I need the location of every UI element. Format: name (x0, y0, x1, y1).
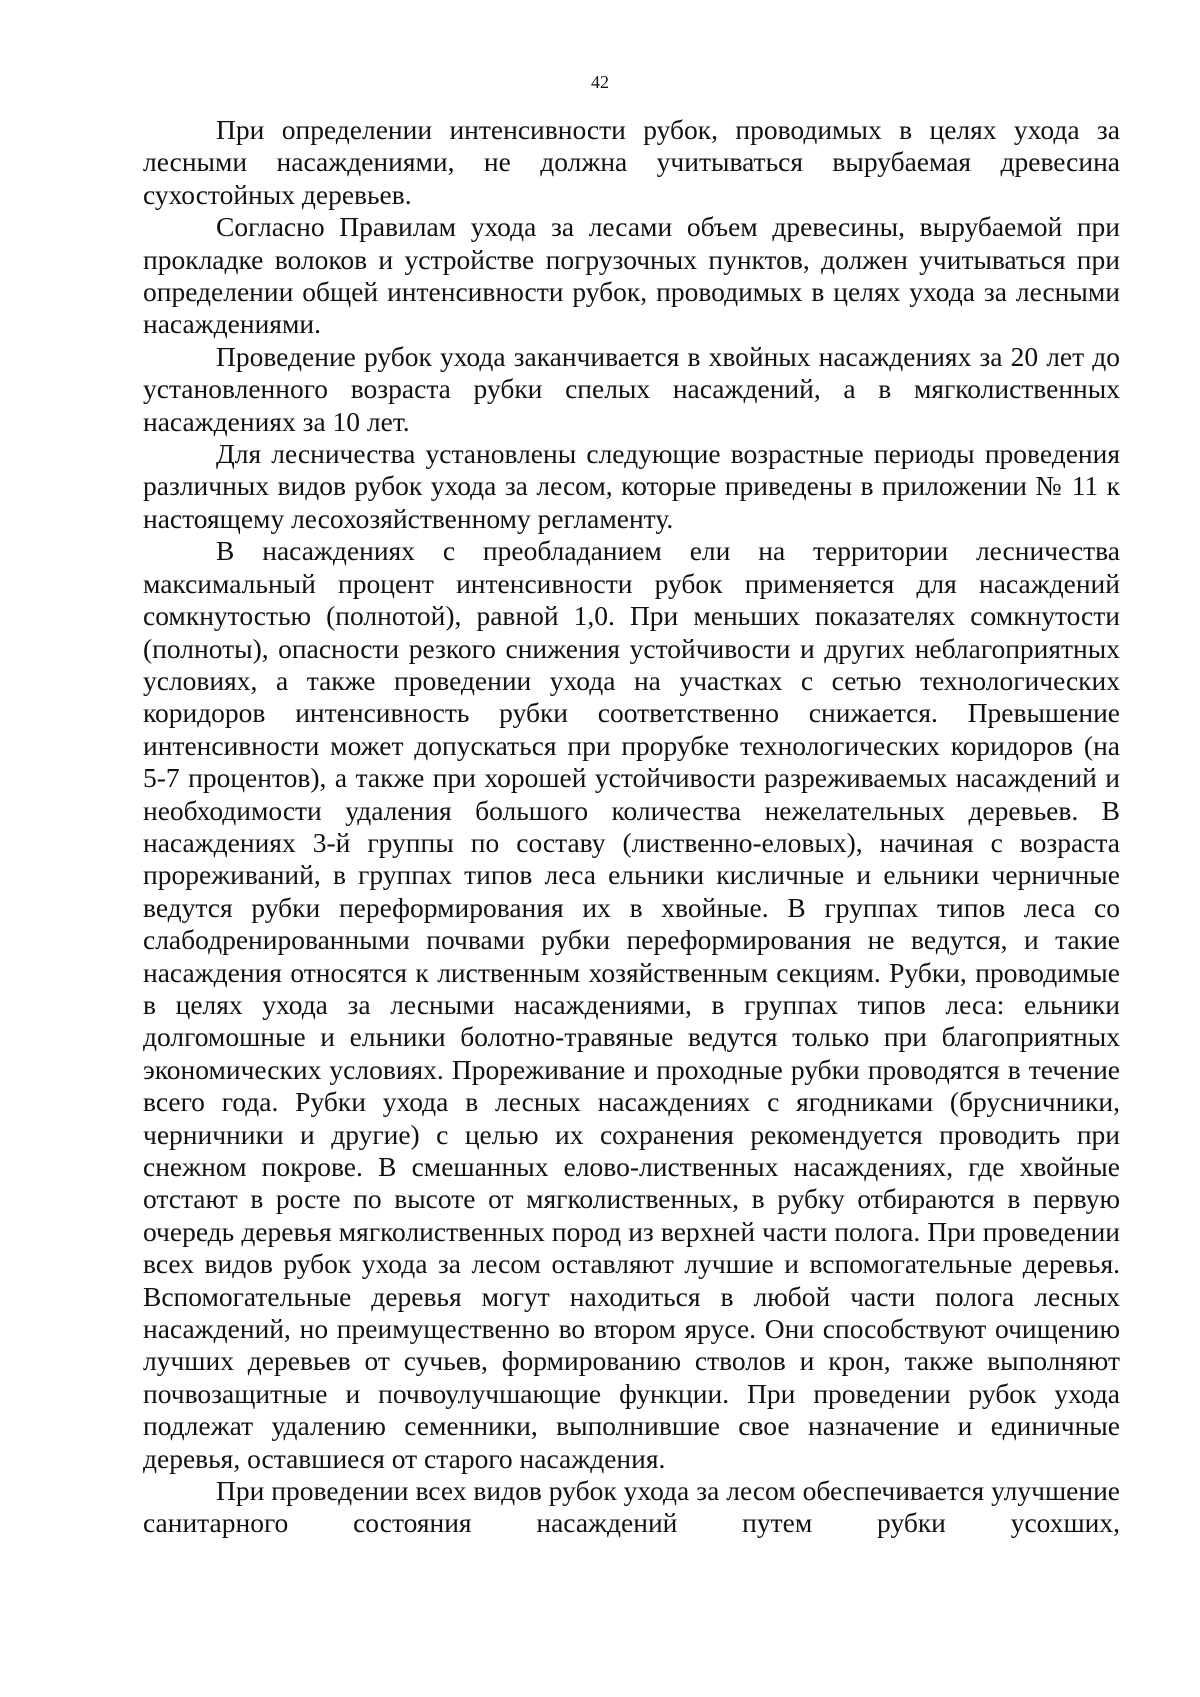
paragraph-3: Проведение рубок ухода заканчивается в хвойных насаждениях за 20 лет до установленного возраста рубки спелых насаждений, а в мягколиственных насаждениях за 10 лет. (143, 340, 1120, 437)
paragraph-6: При проведении всех видов рубок ухода за лесом обеспечивается улучшение санитарного состояния насаждений путем рубки усохших, (143, 1475, 1120, 1539)
page-number: 42 (591, 72, 609, 92)
paragraph-4: Для лесничества установлены следующие возрастные периоды проведения различных видов рубок ухода за лесом, которые приведены в приложении № 11 к настоящему лесохозяйственному регламенту. (143, 438, 1120, 534)
document-body (143, 114, 1120, 1540)
paragraph-5: В насаждениях с преобладанием ели на территории лесничества максимальный процент интенсивности рубок применяется для насаждений сомкнутостью (полнотой), равной 1,0. При меньших показателях сомкнутости (полноты), опасности резкого снижения устойчивости и других неблагоприятных условиях, а также проведении ухода на участках с сетью технологических коридоров интенсивность рубки соответственно снижается. Превышение интенсивности может допускаться при прорубке технологических коридоров (на 5-7 процентов), а также при хорошей устойчивости разреживаемых насаждений и необходимости удаления большого количества нежелательных деревьев. В насаждениях 3-й группы по составу (лиственно-еловых), начиная с возраста прореживаний, в группах типов леса ельники кисличные и ельники черничные ведутся рубки переформирования их в хвойные. В группах типов леса со слабодренированными почвами рубки переформирования не ведутся, и такие насаждения относятся к лиственным хозяйственным секциям. Рубки, проводимые в целях ухода за лесными насаждениями, в группах типов леса: ельники долгомошные и ельники болотно-травяные ведутся только при благоприятных экономических условиях. Прореживание и проходные рубки проводятся в течение всего года. Рубки ухода в лесных насаждениях с ягодниками (брусничники, черничники и другие) с целью их сохранения рекомендуется проводить при снежном покрове. В смешанных елово-лиственных насаждениях, где хвойные отстают в росте по высоте от мягколиственных, в рубку отбираются в первую очередь деревья мягколиственных пород из верхней части полога. При проведении всех видов рубок ухода за лесом оставляют лучшие и вспомогательные деревья. Вспомогательные деревья могут находиться в любой части полога лесных насаждений, но преимущественно во втором ярусе. Они способствуют очищению лучших деревьев от сучьев, формированию стволов и крон, также выполняют почвозащитные и почвоулучшающие функции. При проведении рубок ухода подлежат удалению семенники, выполнившие свое назначение и единичные деревья, оставшиеся от старого насаждения. (143, 535, 1120, 1474)
paragraph-2: Согласно Правилам ухода за лесами объем древесины, вырубаемой при прокладке волоков и устройстве погрузочных пунктов, должен учитываться при определении общей интенсивности рубок, проводимых в целях ухода за лесными насаждениями. (143, 211, 1120, 340)
paragraph-1: При определении интенсивности рубок, проводимых в целях ухода за лесными насаждениями, не должна учитываться вырубаемая древесина сухостойных деревьев. (143, 114, 1120, 210)
